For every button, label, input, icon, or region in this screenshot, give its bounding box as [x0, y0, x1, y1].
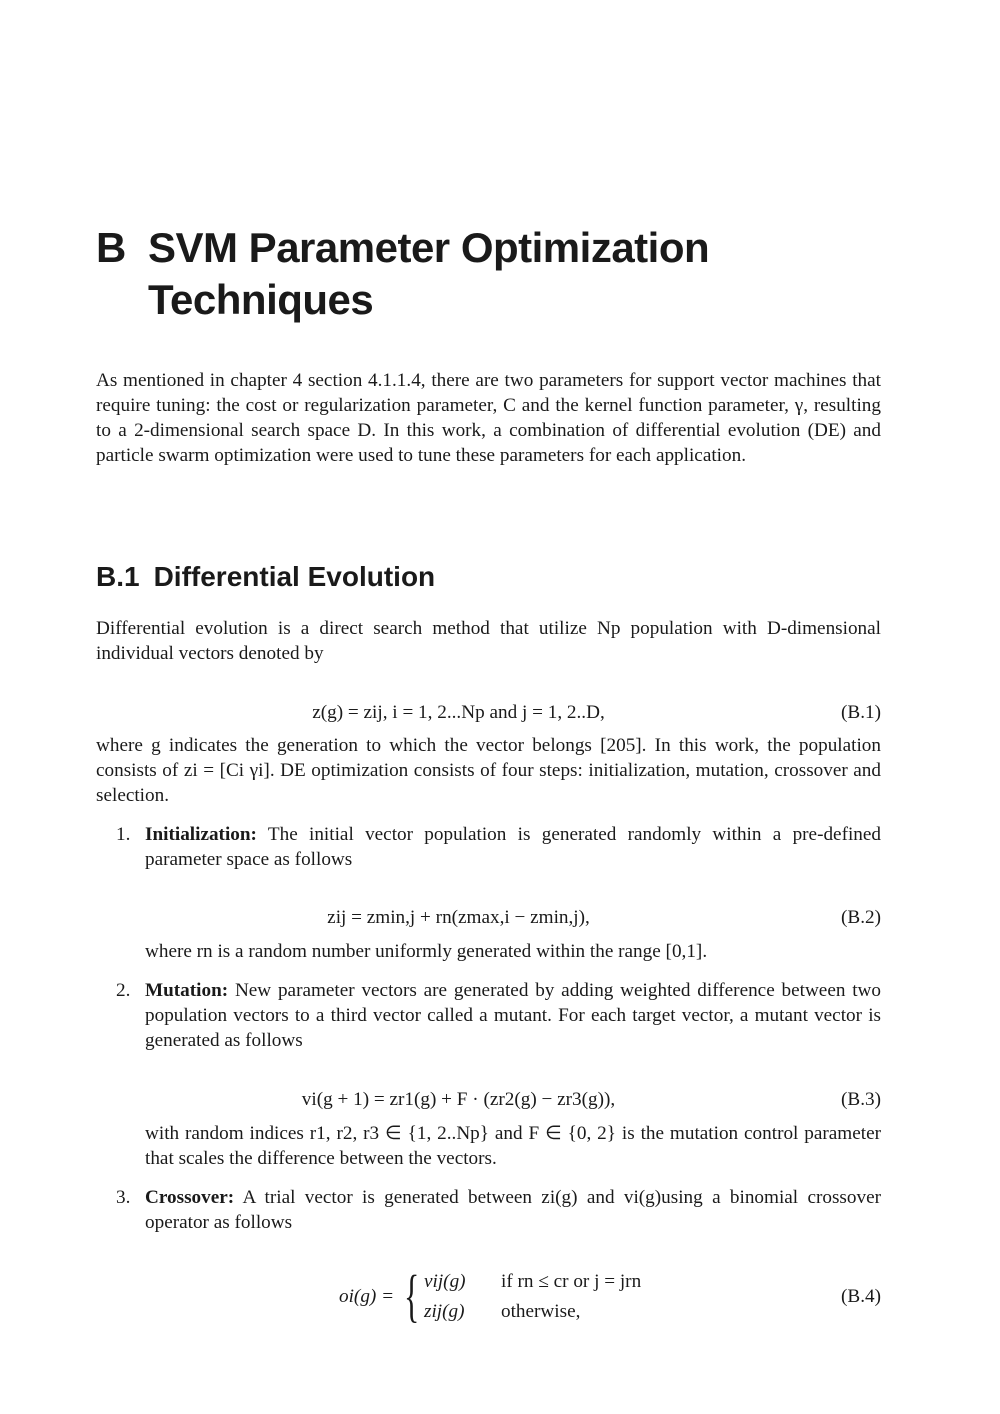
step-marker: 1.: [116, 824, 131, 845]
equation-b4-lhs: oi(g) =: [339, 1286, 395, 1307]
equation-b2-body: zij = zmin,j + rn(zmax,i − zmin,j),: [327, 907, 590, 928]
step-content: [145, 1185, 881, 1235]
step-text: New parameter vectors are generated by adding weighted difference between two population vectors to a third vector called a mutant. For each target vector, a mutant vector is generated as follows: [145, 980, 881, 1051]
section-heading: [96, 560, 435, 594]
equation-b3-tag: (B.3): [841, 1089, 881, 1110]
equation-b4-cond1: if rn ≤ cr or j = jrn: [501, 1271, 642, 1292]
intro-paragraph: As mentioned in chapter 4 section 4.1.1.4, there are two parameters for support vector machines that require tuning: the cost or regularization parameter, C and the kernel function parameter, γ, resulting to a 2-dimensional search space D. In this work, a combination of differential evolution (DE) and particle swarm optimization were used to tune these parameters for each application.: [96, 370, 881, 466]
equation-b1-body: z(g) = zij, i = 1, 2...Np and j = 1, 2..D,: [312, 702, 605, 723]
after-b1-paragraph: where g indicates the generation to which the vector belongs [205]. In this work, the population consists of zi = [Ci γi]. DE optimization consists of four steps: initialization, mutation, crossover and selection.: [96, 735, 881, 806]
left-brace-icon: {: [404, 1263, 420, 1328]
equation-b3: [96, 1085, 881, 1115]
step-content: [145, 822, 881, 872]
equation-b1: [96, 698, 881, 728]
step-label: Initialization:: [145, 824, 257, 845]
chapter-title: SVM Parameter Optimization Techniques: [148, 224, 710, 323]
equation-b4-case1: vij(g): [424, 1271, 466, 1292]
step-content: [145, 978, 881, 1053]
step-marker: 3.: [116, 1187, 131, 1208]
step-after-text: with random indices r1, r2, r3 ∈ {1, 2..Np} and F ∈ {0, 2} is the mutation control parameter that scales the difference between the vectors.: [145, 1123, 881, 1169]
step-text: The initial vector population is generated randomly within a pre-defined parameter space as follows: [145, 824, 881, 870]
de-intro-paragraph: Differential evolution is a direct search method that utilize Np population with D-dimensional individual vectors denoted by: [96, 618, 881, 664]
equation-b2: [96, 903, 881, 933]
equation-b3-body: vi(g + 1) = zr1(g) + F · (zr2(g) − zr3(g)),: [301, 1089, 616, 1110]
equation-b1-tag: (B.1): [841, 702, 881, 723]
equation-b4-tag: (B.4): [841, 1286, 881, 1307]
equation-b4: [96, 1263, 881, 1330]
step-label: Crossover:: [145, 1187, 235, 1208]
section-number: B.1: [96, 561, 140, 592]
step-text: A trial vector is generated between zi(g) and vi(g)using a binomial crossover operator as follows: [145, 1187, 881, 1233]
equation-b4-cond2: otherwise,: [501, 1301, 581, 1322]
step-marker: 2.: [116, 980, 131, 1001]
step-label: Mutation:: [145, 980, 229, 1001]
section-title: Differential Evolution: [153, 561, 436, 592]
equation-b2-tag: (B.2): [841, 907, 881, 928]
step-after-text: where rn is a random number uniformly generated within the range [0,1].: [145, 941, 708, 962]
chapter-number: B: [96, 224, 126, 271]
equation-b4-case2: zij(g): [424, 1301, 465, 1322]
